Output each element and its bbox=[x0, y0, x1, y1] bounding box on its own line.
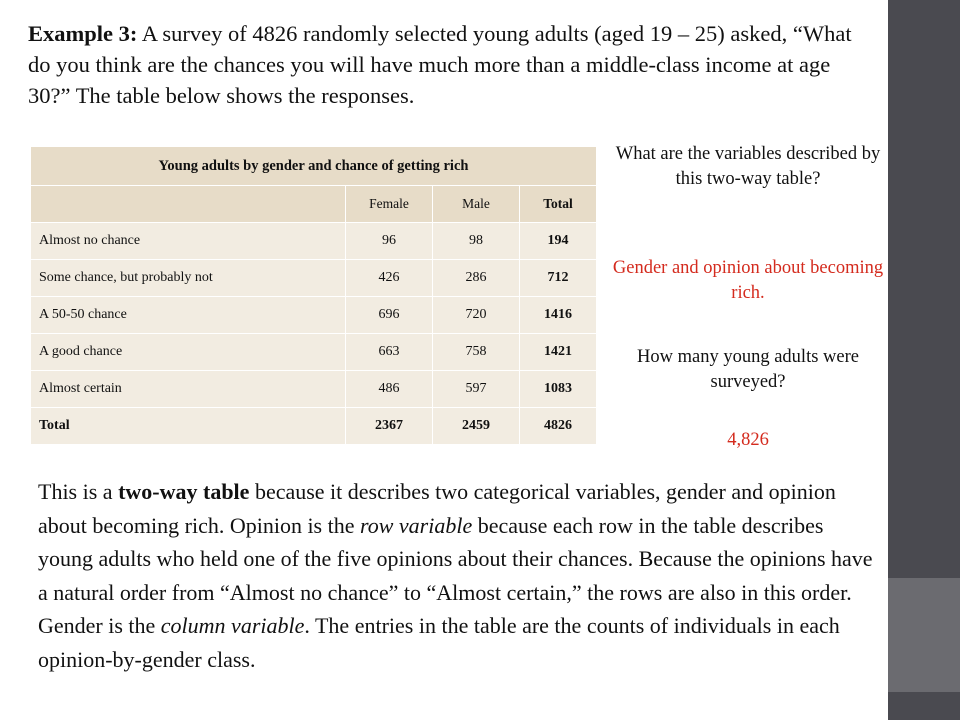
female-total: 2367 bbox=[346, 408, 433, 445]
male-count: 597 bbox=[433, 371, 520, 408]
male-count: 720 bbox=[433, 297, 520, 334]
body-text-1: This is a bbox=[38, 479, 119, 504]
row-total: 194 bbox=[520, 223, 597, 260]
row-label: Almost certain bbox=[31, 371, 346, 408]
table-row bbox=[31, 223, 597, 260]
answer-variables: Gender and opinion about becoming rich. bbox=[612, 258, 884, 303]
row-label: A good chance bbox=[31, 334, 346, 371]
row-label: Some chance, but probably not bbox=[31, 260, 346, 297]
column-header-total: Total bbox=[520, 186, 597, 223]
table-row bbox=[31, 371, 597, 408]
female-count: 486 bbox=[346, 371, 433, 408]
table-total-row bbox=[31, 408, 597, 445]
answer-survey-count: 4,826 bbox=[727, 430, 769, 450]
male-total: 2459 bbox=[433, 408, 520, 445]
female-count: 96 bbox=[346, 223, 433, 260]
intro-text: A survey of 4826 randomly selected young adults (aged 19 – 25) asked, “What do you think are the chances you will have much more than a middle-class income at age 30?” The table below shows the responses. bbox=[28, 21, 852, 108]
total-row-label: Total bbox=[31, 408, 346, 445]
table-caption: Young adults by gender and chance of getting rich bbox=[31, 147, 597, 186]
body-text-2: because it describes two categorical variables, gender and opinion about becoming rich. Opinion is the bbox=[38, 479, 836, 538]
body-text-3: because each row in the table describes young adults who held one of the five opinions about their chances. Because the opinions have a natural order from “Almost no chance” to “Almost certain,” the rows are also in this order. Gender is the bbox=[38, 512, 873, 638]
table-header-row bbox=[31, 186, 597, 223]
row-total: 712 bbox=[520, 260, 597, 297]
female-count: 696 bbox=[346, 297, 433, 334]
header-blank-cell bbox=[31, 186, 346, 223]
male-count: 758 bbox=[433, 334, 520, 371]
row-label: Almost no chance bbox=[31, 223, 346, 260]
question-survey-count: How many young adults were surveyed? bbox=[637, 347, 859, 392]
explanation-paragraph bbox=[38, 475, 878, 676]
male-count: 286 bbox=[433, 260, 520, 297]
term-two-way-table: two-way table bbox=[118, 479, 250, 504]
table-row bbox=[31, 260, 597, 297]
table-row bbox=[31, 334, 597, 371]
row-total: 1421 bbox=[520, 334, 597, 371]
row-total: 1083 bbox=[520, 371, 597, 408]
body-text-4: . The entries in the table are the counts of individuals in each opinion-by-gender class. bbox=[38, 613, 840, 672]
female-count: 663 bbox=[346, 334, 433, 371]
column-header-male: Male bbox=[433, 186, 520, 223]
column-header-female: Female bbox=[346, 186, 433, 223]
grand-total: 4826 bbox=[520, 408, 597, 445]
term-row-variable: row variable bbox=[360, 512, 473, 538]
male-count: 98 bbox=[433, 223, 520, 260]
sidebar-accent-block bbox=[888, 578, 960, 692]
table-row bbox=[31, 297, 597, 334]
term-column-variable: column variable bbox=[160, 613, 305, 638]
female-count: 426 bbox=[346, 260, 433, 297]
row-total: 1416 bbox=[520, 297, 597, 334]
intro-paragraph bbox=[28, 18, 878, 111]
survey-table bbox=[30, 146, 597, 445]
example-label: Example 3: bbox=[28, 21, 138, 46]
row-label: A 50-50 chance bbox=[31, 297, 346, 334]
question-variables: What are the variables described by this two-way table? bbox=[615, 144, 881, 189]
